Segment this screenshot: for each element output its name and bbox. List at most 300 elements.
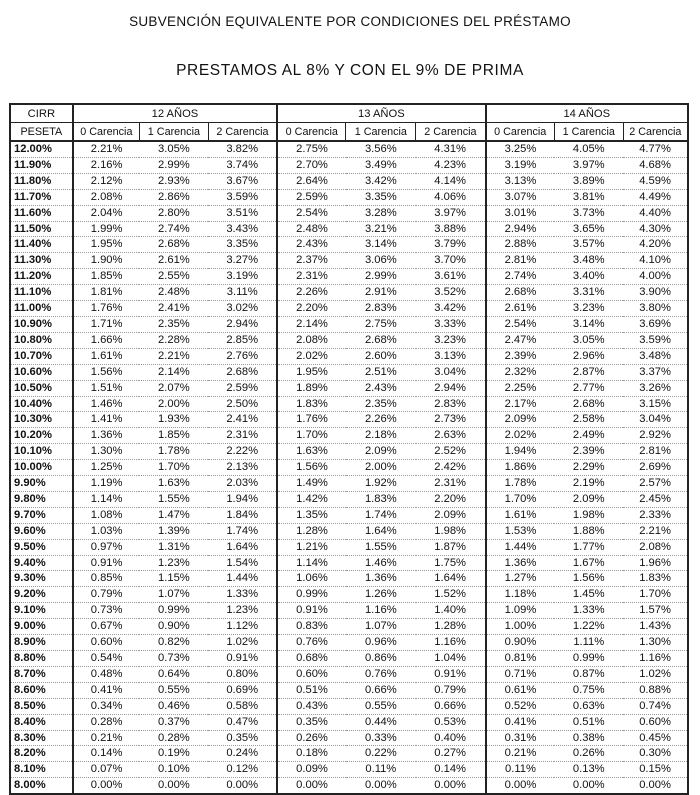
value-cell: 1.02% <box>623 666 688 682</box>
value-cell: 1.78% <box>486 476 555 492</box>
value-cell: 0.28% <box>73 714 140 730</box>
value-cell: 1.36% <box>73 428 140 444</box>
value-cell: 1.11% <box>554 635 623 651</box>
value-cell: 0.88% <box>623 682 688 698</box>
value-cell: 0.40% <box>416 730 486 746</box>
cirr-rate-cell: 11.10% <box>10 285 73 301</box>
value-cell: 1.94% <box>208 491 277 507</box>
value-cell: 0.22% <box>346 746 416 762</box>
header-cirr: CIRR <box>10 104 73 123</box>
value-cell: 0.14% <box>416 762 486 778</box>
value-cell: 0.75% <box>554 682 623 698</box>
table-row <box>10 476 688 492</box>
value-cell: 1.46% <box>346 555 416 571</box>
value-cell: 0.64% <box>139 666 208 682</box>
value-cell: 0.60% <box>73 635 140 651</box>
value-cell: 0.34% <box>73 698 140 714</box>
value-cell: 0.28% <box>139 730 208 746</box>
value-cell: 1.98% <box>554 507 623 523</box>
value-cell: 2.31% <box>416 476 486 492</box>
subheader-cell: 0 Carencia <box>73 123 140 142</box>
value-cell: 1.12% <box>208 619 277 635</box>
cirr-rate-cell: 8.90% <box>10 635 73 651</box>
value-cell: 3.19% <box>486 157 555 173</box>
table-row <box>10 714 688 730</box>
value-cell: 0.12% <box>208 762 277 778</box>
value-cell: 1.92% <box>346 476 416 492</box>
value-cell: 2.03% <box>208 476 277 492</box>
value-cell: 2.83% <box>346 301 416 317</box>
cirr-rate-cell: 8.60% <box>10 682 73 698</box>
cirr-rate-cell: 8.50% <box>10 698 73 714</box>
value-cell: 3.81% <box>554 189 623 205</box>
value-cell: 3.14% <box>554 316 623 332</box>
value-cell: 2.52% <box>416 444 486 460</box>
value-cell: 1.07% <box>139 587 208 603</box>
value-cell: 1.23% <box>208 603 277 619</box>
value-cell: 1.43% <box>623 619 688 635</box>
table-row <box>10 523 688 539</box>
value-cell: 0.47% <box>208 714 277 730</box>
value-cell: 1.51% <box>73 380 140 396</box>
value-cell: 1.83% <box>346 491 416 507</box>
value-cell: 0.85% <box>73 571 140 587</box>
value-cell: 1.07% <box>346 619 416 635</box>
cirr-rate-cell: 9.00% <box>10 619 73 635</box>
value-cell: 4.68% <box>623 157 688 173</box>
value-cell: 0.52% <box>486 698 555 714</box>
cirr-rate-cell: 9.20% <box>10 587 73 603</box>
table-row <box>10 491 688 507</box>
value-cell: 0.55% <box>139 682 208 698</box>
value-cell: 2.21% <box>139 348 208 364</box>
value-cell: 3.35% <box>346 189 416 205</box>
value-cell: 1.85% <box>73 269 140 285</box>
value-cell: 0.69% <box>208 682 277 698</box>
value-cell: 1.23% <box>139 555 208 571</box>
value-cell: 1.26% <box>346 587 416 603</box>
value-cell: 2.86% <box>139 189 208 205</box>
value-cell: 4.10% <box>623 253 688 269</box>
value-cell: 0.00% <box>277 778 346 794</box>
value-cell: 2.94% <box>486 221 555 237</box>
cirr-rate-cell: 11.30% <box>10 253 73 269</box>
value-cell: 1.44% <box>208 571 277 587</box>
value-cell: 3.48% <box>623 348 688 364</box>
value-cell: 2.43% <box>346 380 416 396</box>
value-cell: 3.51% <box>208 205 277 221</box>
value-cell: 3.43% <box>208 221 277 237</box>
value-cell: 2.25% <box>486 380 555 396</box>
header-peseta: PESETA <box>10 123 73 142</box>
value-cell: 3.97% <box>416 205 486 221</box>
value-cell: 2.47% <box>486 332 555 348</box>
table-row <box>10 730 688 746</box>
value-cell: 0.41% <box>486 714 555 730</box>
value-cell: 1.64% <box>346 523 416 539</box>
value-cell: 0.41% <box>73 682 140 698</box>
value-cell: 1.54% <box>208 555 277 571</box>
value-cell: 2.91% <box>346 285 416 301</box>
value-cell: 1.46% <box>73 396 140 412</box>
value-cell: 0.26% <box>554 746 623 762</box>
value-cell: 2.80% <box>139 205 208 221</box>
value-cell: 2.61% <box>139 253 208 269</box>
table-row <box>10 651 688 667</box>
table-row <box>10 428 688 444</box>
value-cell: 1.36% <box>486 555 555 571</box>
value-cell: 2.74% <box>139 221 208 237</box>
header-group-14: 14 AÑOS <box>486 104 688 123</box>
value-cell: 3.80% <box>623 301 688 317</box>
value-cell: 3.90% <box>623 285 688 301</box>
value-cell: 1.35% <box>277 507 346 523</box>
cirr-rate-cell: 10.90% <box>10 316 73 332</box>
value-cell: 1.64% <box>208 539 277 555</box>
value-cell: 1.95% <box>277 364 346 380</box>
value-cell: 2.59% <box>277 189 346 205</box>
value-cell: 0.82% <box>139 635 208 651</box>
value-cell: 2.09% <box>346 444 416 460</box>
value-cell: 0.86% <box>346 651 416 667</box>
value-cell: 2.09% <box>554 491 623 507</box>
table-row <box>10 444 688 460</box>
header-group-13: 13 AÑOS <box>277 104 485 123</box>
subheader-cell: 0 Carencia <box>277 123 346 142</box>
value-cell: 3.59% <box>208 189 277 205</box>
value-cell: 1.14% <box>277 555 346 571</box>
value-cell: 0.66% <box>416 698 486 714</box>
value-cell: 2.26% <box>346 412 416 428</box>
value-cell: 0.73% <box>73 603 140 619</box>
value-cell: 0.99% <box>277 587 346 603</box>
value-cell: 0.24% <box>208 746 277 762</box>
value-cell: 1.45% <box>554 587 623 603</box>
value-cell: 0.90% <box>139 619 208 635</box>
value-cell: 1.28% <box>416 619 486 635</box>
table-row <box>10 619 688 635</box>
table-row <box>10 221 688 237</box>
value-cell: 0.37% <box>139 714 208 730</box>
value-cell: 4.23% <box>416 157 486 173</box>
value-cell: 1.42% <box>277 491 346 507</box>
value-cell: 0.27% <box>416 746 486 762</box>
value-cell: 0.00% <box>73 778 140 794</box>
value-cell: 2.19% <box>554 476 623 492</box>
cirr-rate-cell: 11.70% <box>10 189 73 205</box>
value-cell: 2.22% <box>208 444 277 460</box>
value-cell: 1.81% <box>73 285 140 301</box>
value-cell: 2.33% <box>623 507 688 523</box>
value-cell: 0.00% <box>554 778 623 794</box>
value-cell: 1.66% <box>73 332 140 348</box>
table-row <box>10 746 688 762</box>
value-cell: 0.67% <box>73 619 140 635</box>
cirr-rate-cell: 8.20% <box>10 746 73 762</box>
value-cell: 2.04% <box>73 205 140 221</box>
cirr-rate-cell: 9.30% <box>10 571 73 587</box>
value-cell: 1.78% <box>139 444 208 460</box>
cirr-rate-cell: 11.80% <box>10 173 73 189</box>
value-cell: 1.88% <box>554 523 623 539</box>
value-cell: 2.21% <box>73 141 140 157</box>
value-cell: 1.36% <box>346 571 416 587</box>
value-cell: 0.90% <box>486 635 555 651</box>
value-cell: 4.59% <box>623 173 688 189</box>
value-cell: 1.76% <box>73 301 140 317</box>
value-cell: 2.96% <box>554 348 623 364</box>
cirr-rate-cell: 10.40% <box>10 396 73 412</box>
table-row <box>10 285 688 301</box>
value-cell: 1.55% <box>346 539 416 555</box>
table-row <box>10 412 688 428</box>
value-cell: 0.91% <box>208 651 277 667</box>
value-cell: 2.09% <box>416 507 486 523</box>
value-cell: 2.50% <box>208 396 277 412</box>
value-cell: 4.14% <box>416 173 486 189</box>
value-cell: 0.58% <box>208 698 277 714</box>
value-cell: 0.99% <box>139 603 208 619</box>
value-cell: 2.00% <box>139 396 208 412</box>
cirr-rate-cell: 9.80% <box>10 491 73 507</box>
table-row <box>10 698 688 714</box>
value-cell: 2.75% <box>346 316 416 332</box>
value-cell: 3.82% <box>208 141 277 157</box>
value-cell: 2.20% <box>277 301 346 317</box>
value-cell: 2.99% <box>346 269 416 285</box>
value-cell: 2.59% <box>208 380 277 396</box>
value-cell: 0.30% <box>623 746 688 762</box>
value-cell: 3.13% <box>416 348 486 364</box>
value-cell: 0.09% <box>277 762 346 778</box>
value-cell: 0.66% <box>346 682 416 698</box>
value-cell: 2.42% <box>416 460 486 476</box>
cirr-rate-cell: 8.70% <box>10 666 73 682</box>
value-cell: 3.31% <box>554 285 623 301</box>
cirr-rate-cell: 8.40% <box>10 714 73 730</box>
value-cell: 0.81% <box>486 651 555 667</box>
cirr-rate-cell: 8.10% <box>10 762 73 778</box>
value-cell: 1.27% <box>486 571 555 587</box>
value-cell: 1.67% <box>554 555 623 571</box>
value-cell: 2.48% <box>277 221 346 237</box>
value-cell: 3.11% <box>208 285 277 301</box>
table-row <box>10 666 688 682</box>
value-cell: 0.54% <box>73 651 140 667</box>
value-cell: 2.73% <box>416 412 486 428</box>
value-cell: 4.31% <box>416 141 486 157</box>
value-cell: 2.31% <box>277 269 346 285</box>
value-cell: 2.26% <box>277 285 346 301</box>
value-cell: 2.31% <box>208 428 277 444</box>
table-row <box>10 301 688 317</box>
value-cell: 1.76% <box>277 412 346 428</box>
value-cell: 0.14% <box>73 746 140 762</box>
value-cell: 0.15% <box>623 762 688 778</box>
value-cell: 0.87% <box>554 666 623 682</box>
value-cell: 1.70% <box>623 587 688 603</box>
cirr-rate-cell: 8.30% <box>10 730 73 746</box>
table-row <box>10 316 688 332</box>
value-cell: 4.77% <box>623 141 688 157</box>
value-cell: 3.42% <box>346 173 416 189</box>
value-cell: 0.11% <box>486 762 555 778</box>
value-cell: 0.91% <box>73 555 140 571</box>
value-cell: 3.05% <box>139 141 208 157</box>
value-cell: 1.74% <box>346 507 416 523</box>
table-row <box>10 173 688 189</box>
value-cell: 2.68% <box>139 237 208 253</box>
value-cell: 3.01% <box>486 205 555 221</box>
value-cell: 2.02% <box>486 428 555 444</box>
value-cell: 0.79% <box>416 682 486 698</box>
value-cell: 1.08% <box>73 507 140 523</box>
header-group-12: 12 AÑOS <box>73 104 277 123</box>
value-cell: 2.70% <box>277 157 346 173</box>
value-cell: 1.41% <box>73 412 140 428</box>
value-cell: 1.56% <box>277 460 346 476</box>
cirr-rate-cell: 10.10% <box>10 444 73 460</box>
cirr-rate-cell: 10.30% <box>10 412 73 428</box>
value-cell: 1.55% <box>139 491 208 507</box>
value-cell: 3.02% <box>208 301 277 317</box>
value-cell: 1.57% <box>623 603 688 619</box>
value-cell: 1.09% <box>486 603 555 619</box>
subheader-cell: 2 Carencia <box>416 123 486 142</box>
value-cell: 0.11% <box>346 762 416 778</box>
value-cell: 1.75% <box>416 555 486 571</box>
cirr-rate-cell: 9.70% <box>10 507 73 523</box>
value-cell: 2.93% <box>139 173 208 189</box>
value-cell: 1.70% <box>139 460 208 476</box>
cirr-rate-cell: 11.50% <box>10 221 73 237</box>
value-cell: 1.70% <box>486 491 555 507</box>
table-row <box>10 332 688 348</box>
value-cell: 1.02% <box>208 635 277 651</box>
value-cell: 2.09% <box>486 412 555 428</box>
cirr-rate-cell: 11.20% <box>10 269 73 285</box>
value-cell: 4.30% <box>623 221 688 237</box>
value-cell: 3.73% <box>554 205 623 221</box>
value-cell: 2.54% <box>486 316 555 332</box>
value-cell: 0.99% <box>554 651 623 667</box>
value-cell: 2.74% <box>486 269 555 285</box>
value-cell: 2.02% <box>277 348 346 364</box>
value-cell: 1.15% <box>139 571 208 587</box>
subheader-cell: 1 Carencia <box>554 123 623 142</box>
value-cell: 2.64% <box>277 173 346 189</box>
value-cell: 0.96% <box>346 635 416 651</box>
value-cell: 1.64% <box>416 571 486 587</box>
value-cell: 0.00% <box>416 778 486 794</box>
value-cell: 1.99% <box>73 221 140 237</box>
value-cell: 0.76% <box>346 666 416 682</box>
value-cell: 0.43% <box>277 698 346 714</box>
value-cell: 2.39% <box>486 348 555 364</box>
value-cell: 1.06% <box>277 571 346 587</box>
value-cell: 3.52% <box>416 285 486 301</box>
value-cell: 1.61% <box>486 507 555 523</box>
value-cell: 0.00% <box>208 778 277 794</box>
value-cell: 2.68% <box>208 364 277 380</box>
value-cell: 0.53% <box>416 714 486 730</box>
value-cell: 3.40% <box>554 269 623 285</box>
value-cell: 2.45% <box>623 491 688 507</box>
cirr-rate-cell: 9.90% <box>10 476 73 492</box>
value-cell: 0.83% <box>277 619 346 635</box>
value-cell: 3.04% <box>416 364 486 380</box>
table-row <box>10 141 688 157</box>
value-cell: 2.68% <box>554 396 623 412</box>
value-cell: 3.13% <box>486 173 555 189</box>
cirr-rate-cell: 10.70% <box>10 348 73 364</box>
value-cell: 1.16% <box>346 603 416 619</box>
value-cell: 2.16% <box>73 157 140 173</box>
value-cell: 1.83% <box>623 571 688 587</box>
value-cell: 1.16% <box>416 635 486 651</box>
value-cell: 0.55% <box>346 698 416 714</box>
value-cell: 3.56% <box>346 141 416 157</box>
value-cell: 2.51% <box>346 364 416 380</box>
value-cell: 3.42% <box>416 301 486 317</box>
subheader-cell: 2 Carencia <box>208 123 277 142</box>
cirr-rate-cell: 11.90% <box>10 157 73 173</box>
value-cell: 2.39% <box>554 444 623 460</box>
value-cell: 2.20% <box>416 491 486 507</box>
value-cell: 1.18% <box>486 587 555 603</box>
value-cell: 0.26% <box>277 730 346 746</box>
value-cell: 0.91% <box>416 666 486 682</box>
value-cell: 2.32% <box>486 364 555 380</box>
value-cell: 0.21% <box>486 746 555 762</box>
value-cell: 1.90% <box>73 253 140 269</box>
cirr-rate-cell: 10.80% <box>10 332 73 348</box>
value-cell: 2.13% <box>208 460 277 476</box>
document-title: SUBVENCIÓN EQUIVALENTE POR CONDICIONES DEL PRÉSTAMO <box>129 14 571 29</box>
value-cell: 0.46% <box>139 698 208 714</box>
cirr-rate-cell: 10.60% <box>10 364 73 380</box>
value-cell: 2.08% <box>73 189 140 205</box>
value-cell: 1.77% <box>554 539 623 555</box>
value-cell: 1.56% <box>73 364 140 380</box>
value-cell: 1.95% <box>73 237 140 253</box>
value-cell: 2.37% <box>277 253 346 269</box>
value-cell: 4.06% <box>416 189 486 205</box>
value-cell: 1.25% <box>73 460 140 476</box>
value-cell: 1.71% <box>73 316 140 332</box>
value-cell: 0.97% <box>73 539 140 555</box>
value-cell: 1.56% <box>554 571 623 587</box>
value-cell: 4.40% <box>623 205 688 221</box>
cirr-rate-cell: 8.80% <box>10 651 73 667</box>
value-cell: 3.25% <box>486 141 555 157</box>
value-cell: 1.39% <box>139 523 208 539</box>
value-cell: 1.30% <box>623 635 688 651</box>
subheader-cell: 1 Carencia <box>346 123 416 142</box>
value-cell: 1.49% <box>277 476 346 492</box>
value-cell: 3.49% <box>346 157 416 173</box>
value-cell: 3.05% <box>554 332 623 348</box>
value-cell: 1.74% <box>208 523 277 539</box>
value-cell: 1.00% <box>486 619 555 635</box>
table-row <box>10 364 688 380</box>
value-cell: 3.59% <box>623 332 688 348</box>
value-cell: 0.79% <box>73 587 140 603</box>
value-cell: 2.48% <box>139 285 208 301</box>
value-cell: 2.55% <box>139 269 208 285</box>
value-cell: 2.29% <box>554 460 623 476</box>
value-cell: 3.06% <box>346 253 416 269</box>
